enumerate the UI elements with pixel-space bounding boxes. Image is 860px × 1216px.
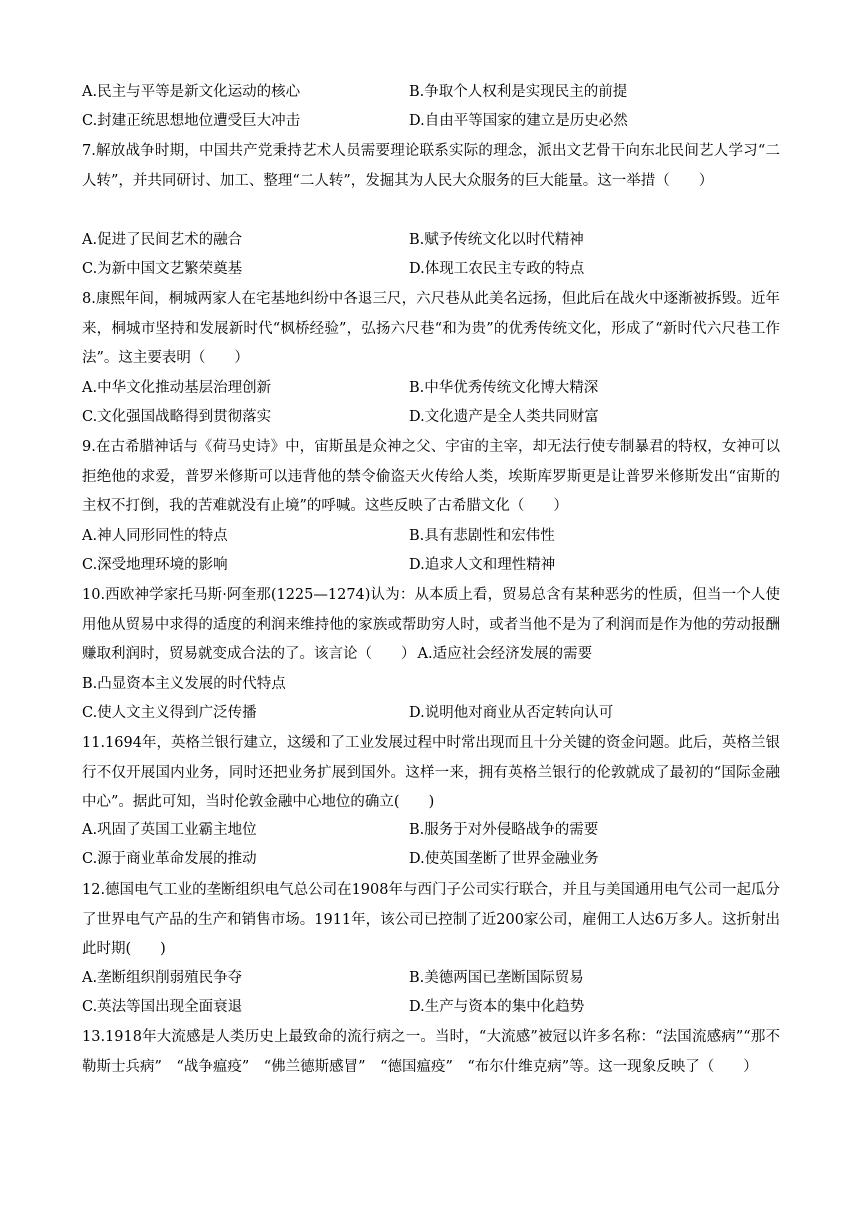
q9-option-a[interactable]: A.神人同形同性的特点 <box>82 528 228 544</box>
q7-option-a[interactable]: A.促进了民间艺术的融合 <box>82 232 243 248</box>
q10-option-a[interactable]: A.适应社会经济发展的需要 <box>417 646 593 662</box>
q10-options-row-2 <box>82 699 780 728</box>
q10-stem <box>82 581 780 670</box>
q12-option-c[interactable]: C.英法等国出现全面衰退 <box>82 999 243 1015</box>
q9-option-c[interactable]: C.深受地理环境的影响 <box>82 557 228 573</box>
q10-options-row-1 <box>82 670 780 699</box>
q12-options-row-2 <box>82 993 780 1022</box>
q8-options-row-1 <box>82 374 780 403</box>
q10-option-b[interactable]: B.凸显资本主义发展的时代特点 <box>82 676 286 692</box>
q7-option-c[interactable]: C.为新中国文艺繁荣奠基 <box>82 261 243 277</box>
q11-option-b[interactable]: B.服务于对外侵略战争的需要 <box>409 822 599 838</box>
q9-option-d[interactable]: D.追求人文和理性精神 <box>409 557 556 573</box>
q13-stem: 13.1918年大流感是人类历史上最致命的流行病之一。当时，“大流感”被冠以许多名称：“法国流感病”“那不勒斯士兵病” “战争瘟疫” “佛兰德斯感冒” “德国瘟疫” “布尔什维克病”等。这一现象反映了（ ） <box>82 1029 780 1075</box>
q11-option-c[interactable]: C.源于商业革命发展的推动 <box>82 851 257 867</box>
q12-option-a[interactable]: A.垄断组织削弱殖民争夺 <box>82 970 243 986</box>
q12-options-row-1 <box>82 964 780 993</box>
q8-option-a[interactable]: A.中华文化推动基层治理创新 <box>82 380 272 396</box>
q11-option-d[interactable]: D.使英国垄断了世界金融业务 <box>409 851 599 867</box>
q6-options-row-2 <box>82 107 780 136</box>
q10-option-d[interactable]: D.说明他对商业从否定转向认可 <box>409 705 614 721</box>
q8-option-d[interactable]: D.文化遗产是全人类共同财富 <box>409 409 599 425</box>
q10-option-c[interactable]: C.使人文主义得到广泛传播 <box>82 705 257 721</box>
q7-stem: 7.解放战争时期，中国共产党秉持艺术人员需要理论联系实际的理念，派出文艺骨干向东北民间艺人学习“二人转”，并共同研讨、加工、整理“二人转”，发掘其为人民大众服务的巨大能量。这一举措（ ） <box>82 143 780 189</box>
q11-options-row-1 <box>82 816 780 845</box>
q12-option-b[interactable]: B.美德两国已垄断国际贸易 <box>409 970 584 986</box>
q9-options-row-1 <box>82 522 780 551</box>
q7-options-row-2 <box>82 255 780 284</box>
q6-option-d[interactable]: D.自由平等国家的建立是历史必然 <box>409 113 628 129</box>
q11-option-a[interactable]: A.巩固了英国工业霸主地位 <box>82 822 257 838</box>
q9-options-row-2 <box>82 551 780 580</box>
q6-option-a[interactable]: A.民主与平等是新文化运动的核心 <box>82 84 301 100</box>
q10-stem-text: 10.西欧神学家托马斯·阿奎那(1225—1274)认为：从本质上看，贸易总含有某种恶劣的性质，但当一个人使用他从贸易中求得的适度的利润来维持他的家族或帮助穷人时，或者当他不是为了利润而是作为他的劳动报酬赚取利润时，贸易就变成合法的了。该言论（ ） <box>82 587 780 662</box>
q6-options-row-1 <box>82 78 780 107</box>
q7-option-d[interactable]: D.体现工农民主专政的特点 <box>409 261 585 277</box>
q12-option-d[interactable]: D.生产与资本的集中化趋势 <box>409 999 585 1015</box>
q9-option-b[interactable]: B.具有悲剧性和宏伟性 <box>409 528 555 544</box>
q8-option-c[interactable]: C.文化强国战略得到贯彻落实 <box>82 409 272 425</box>
q12-stem: 12.德国电气工业的垄断组织电气总公司在1908年与西门子公司实行联合，并且与美国通用电气公司一起瓜分了世界电气产品的生产和销售市场。1911年，该公司已控制了近200家公司，雇佣工人达6万多人。这折射出此时期( ) <box>82 882 780 957</box>
q11-options-row-2 <box>82 845 780 874</box>
q7-options-row-1 <box>82 226 780 255</box>
q7-option-b[interactable]: B.赋予传统文化以时代精神 <box>409 232 584 248</box>
q11-stem: 11.1694年，英格兰银行建立，这缓和了工业发展过程中时常出现而且十分关键的资金问题。此后，英格兰银行不仅开展国内业务，同时还把业务扩展到国外。这样一来，拥有英格兰银行的伦敦就成了最初的“国际金融中心”。据此可知，当时伦敦金融中心地位的确立( ) <box>82 735 780 810</box>
q9-stem: 9.在古希腊神话与《荷马史诗》中，宙斯虽是众神之父、宇宙的主宰，却无法行使专制暴君的特权，女神可以拒绝他的求爱，普罗米修斯可以违背他的禁令偷盗天火传给人类，埃斯库罗斯更是让普罗米修斯发出“宙斯的主权不打倒，我的苦难就没有止境”的呼喊。这些反映了古希腊文化（ ） <box>82 439 780 514</box>
q8-options-row-2 <box>82 403 780 432</box>
q8-option-b[interactable]: B.中华优秀传统文化博大精深 <box>409 380 599 396</box>
q6-option-c[interactable]: C.封建正统思想地位遭受巨大冲击 <box>82 113 301 129</box>
q8-stem: 8.康熙年间，桐城两家人在宅基地纠纷中各退三尺，六尺巷从此美名远扬，但此后在战火中逐渐被拆毁。近年来，桐城市坚持和发展新时代“枫桥经验”，弘扬六尺巷“和为贵”的优秀传统文化，形成了“新时代六尺巷工作法”。这主要表明（ ） <box>82 291 780 366</box>
q6-option-b[interactable]: B.争取个人权利是实现民主的前提 <box>409 84 628 100</box>
